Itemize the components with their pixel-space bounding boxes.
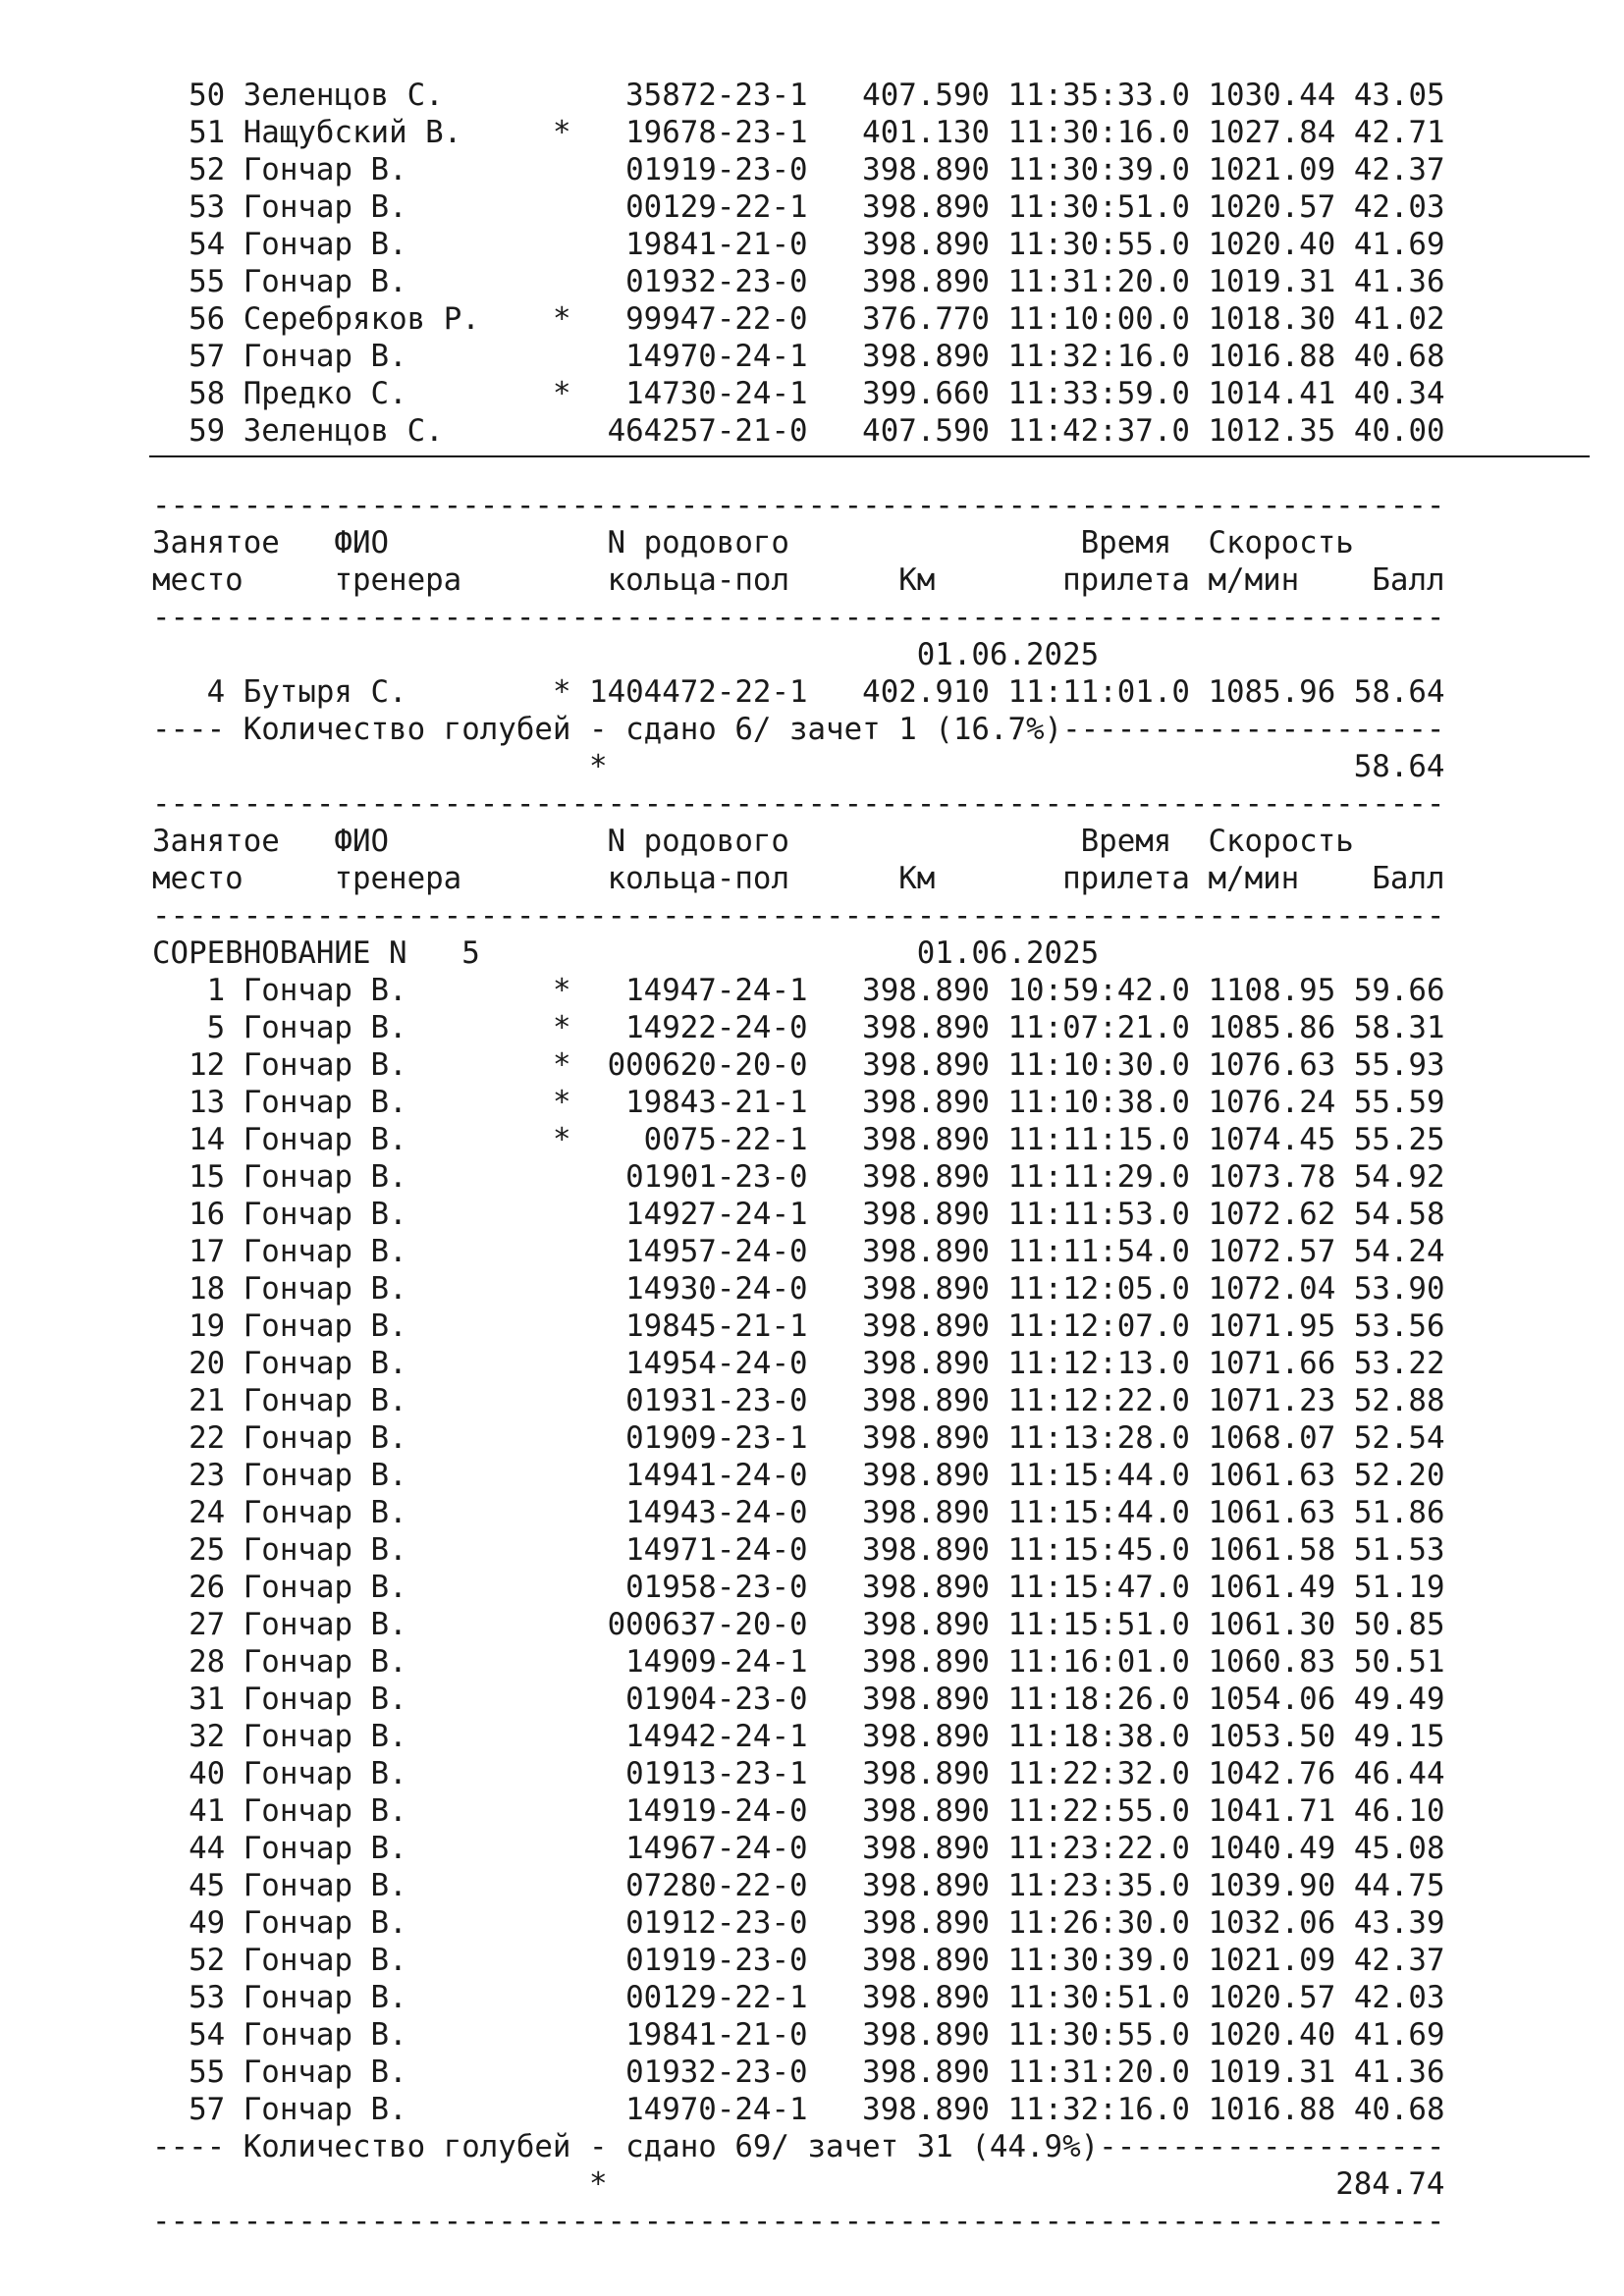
result-row: 26 Гончар В. 01958-23-0 398.890 11:15:47.0 1061.49 51.19 xyxy=(189,1570,1445,1605)
result-row: 59 Зеленцов С. 464257-21-0 407.590 11:42:37.0 1012.35 40.00 xyxy=(189,413,1445,449)
result-row: 15 Гончар В. 01901-23-0 398.890 11:11:29.0 1073.78 54.92 xyxy=(189,1159,1445,1195)
result-row: 49 Гончар В. 01912-23-0 398.890 11:26:30.0 1032.06 43.39 xyxy=(189,1905,1445,1941)
result-row: 21 Гончар В. 01931-23-0 398.890 11:12:22.0 1071.23 52.88 xyxy=(189,1383,1445,1418)
result-row: 54 Гончар В. 19841-21-0 398.890 11:30:55.0 1020.40 41.69 xyxy=(189,2017,1445,2053)
result-row: 22 Гончар В. 01909-23-1 398.890 11:13:28.0 1068.07 52.54 xyxy=(189,1420,1445,1456)
summary-line: ---- Количество голубей - сдано 69/ зачет 31 (44.9%)------------------- xyxy=(152,2129,1445,2164)
result-row: 1 Гончар В. * 14947-24-1 398.890 10:59:42.0 1108.95 59.66 xyxy=(206,973,1445,1008)
result-row: 40 Гончар В. 01913-23-1 398.890 11:22:32.0 1042.76 46.44 xyxy=(189,1756,1445,1791)
column-header-row-2: место тренера кольца-пол Км прилета м/мин Балл xyxy=(152,861,1445,896)
result-row: 55 Гончар В. 01932-23-0 398.890 11:31:20.0 1019.31 41.36 xyxy=(189,264,1445,299)
result-row: 54 Гончар В. 19841-21-0 398.890 11:30:55.0 1020.40 41.69 xyxy=(189,227,1445,262)
result-row: 58 Предко С. * 14730-24-1 399.660 11:33:59.0 1014.41 40.34 xyxy=(189,376,1445,411)
dashed-rule: ----------------------------------------------------------------------- xyxy=(152,600,1445,635)
result-row: 24 Гончар В. 14943-24-0 398.890 11:15:44.0 1061.63 51.86 xyxy=(189,1495,1445,1530)
result-row: 31 Гончар В. 01904-23-0 398.890 11:18:26.0 1054.06 49.49 xyxy=(189,1682,1445,1717)
result-row: 23 Гончар В. 14941-24-0 398.890 11:15:44.0 1061.63 52.20 xyxy=(189,1458,1445,1493)
result-row: 27 Гончар В. 000637-20-0 398.890 11:15:51.0 1061.30 50.85 xyxy=(189,1607,1445,1642)
dashed-rule: ----------------------------------------------------------------------- xyxy=(152,2204,1445,2239)
column-header-row-2: место тренера кольца-пол Км прилета м/мин Балл xyxy=(152,562,1445,598)
result-row: 19 Гончар В. 19845-21-1 398.890 11:12:07.0 1071.95 53.56 xyxy=(189,1308,1445,1344)
result-row: 55 Гончар В. 01932-23-0 398.890 11:31:20.0 1019.31 41.36 xyxy=(189,2055,1445,2090)
blank-line xyxy=(152,450,1445,487)
result-row: 53 Гончар В. 00129-22-1 398.890 11:30:51.0 1020.57 42.03 xyxy=(189,189,1445,225)
dashed-rule: ----------------------------------------------------------------------- xyxy=(152,786,1445,822)
result-row: 56 Серебряков Р. * 99947-22-0 376.770 11:10:00.0 1018.30 41.02 xyxy=(189,301,1445,337)
result-row: 20 Гончар В. 14954-24-0 398.890 11:12:13.0 1071.66 53.22 xyxy=(189,1346,1445,1381)
results-document xyxy=(152,77,1445,2240)
dashed-rule: ----------------------------------------------------------------------- xyxy=(152,898,1445,934)
competition-title-line: СОРЕВНОВАНИЕ N 5 01.06.2025 xyxy=(152,935,1100,971)
result-row: 53 Гончар В. 00129-22-1 398.890 11:30:51.0 1020.57 42.03 xyxy=(189,1980,1445,2015)
result-row: 4 Бутыря С. * 1404472-22-1 402.910 11:11:01.0 1085.96 58.64 xyxy=(206,674,1445,710)
result-row: 52 Гончар В. 01919-23-0 398.890 11:30:39.0 1021.09 42.37 xyxy=(189,152,1445,187)
section-date: 01.06.2025 xyxy=(916,637,1100,672)
result-row: 52 Гончар В. 01919-23-0 398.890 11:30:39.0 1021.09 42.37 xyxy=(189,1943,1445,1978)
result-row: 41 Гончар В. 14919-24-0 398.890 11:22:55.0 1041.71 46.10 xyxy=(189,1793,1445,1829)
result-row: 28 Гончар В. 14909-24-1 398.890 11:16:01.0 1060.83 50.51 xyxy=(189,1644,1445,1680)
result-row: 25 Гончар В. 14971-24-0 398.890 11:15:45.0 1061.58 51.53 xyxy=(189,1532,1445,1568)
result-row: 57 Гончар В. 14970-24-1 398.890 11:32:16.0 1016.88 40.68 xyxy=(189,339,1445,374)
result-row: 17 Гончар В. 14957-24-0 398.890 11:11:54.0 1072.57 54.24 xyxy=(189,1234,1445,1269)
result-row: 32 Гончар В. 14942-24-1 398.890 11:18:38.0 1053.50 49.15 xyxy=(189,1719,1445,1754)
result-row: 16 Гончар В. 14927-24-1 398.890 11:11:53.0 1072.62 54.58 xyxy=(189,1197,1445,1232)
result-row: 44 Гончар В. 14967-24-0 398.890 11:23:22.0 1040.49 45.08 xyxy=(189,1831,1445,1866)
result-row: 57 Гончар В. 14970-24-1 398.890 11:32:16.0 1016.88 40.68 xyxy=(189,2092,1445,2127)
column-header-row-1: Занятое ФИО N родового Время Скорость xyxy=(152,525,1354,561)
result-row: 5 Гончар В. * 14922-24-0 398.890 11:07:21.0 1085.86 58.31 xyxy=(206,1010,1445,1045)
total-line: * 58.64 xyxy=(589,749,1445,784)
total-line: * 284.74 xyxy=(589,2166,1445,2202)
result-row: 45 Гончар В. 07280-22-0 398.890 11:23:35.0 1039.90 44.75 xyxy=(189,1868,1445,1903)
result-row: 51 Нащубский В. * 19678-23-1 401.130 11:30:16.0 1027.84 42.71 xyxy=(189,115,1445,150)
result-row: 50 Зеленцов С. 35872-23-1 407.590 11:35:33.0 1030.44 43.05 xyxy=(189,78,1445,113)
result-row: 18 Гончар В. 14930-24-0 398.890 11:12:05.0 1072.04 53.90 xyxy=(189,1271,1445,1307)
result-row: 13 Гончар В. * 19843-21-1 398.890 11:10:38.0 1076.24 55.59 xyxy=(189,1085,1445,1120)
dashed-rule: ----------------------------------------------------------------------- xyxy=(152,488,1445,523)
summary-line: ---- Количество голубей - сдано 6/ зачет 1 (16.7%)--------------------- xyxy=(152,712,1445,747)
result-row: 14 Гончар В. * 0075-22-1 398.890 11:11:15.0 1074.45 55.25 xyxy=(189,1122,1445,1157)
result-row: 12 Гончар В. * 000620-20-0 398.890 11:10:30.0 1076.63 55.93 xyxy=(189,1047,1445,1083)
column-header-row-1: Занятое ФИО N родового Время Скорость xyxy=(152,824,1354,859)
